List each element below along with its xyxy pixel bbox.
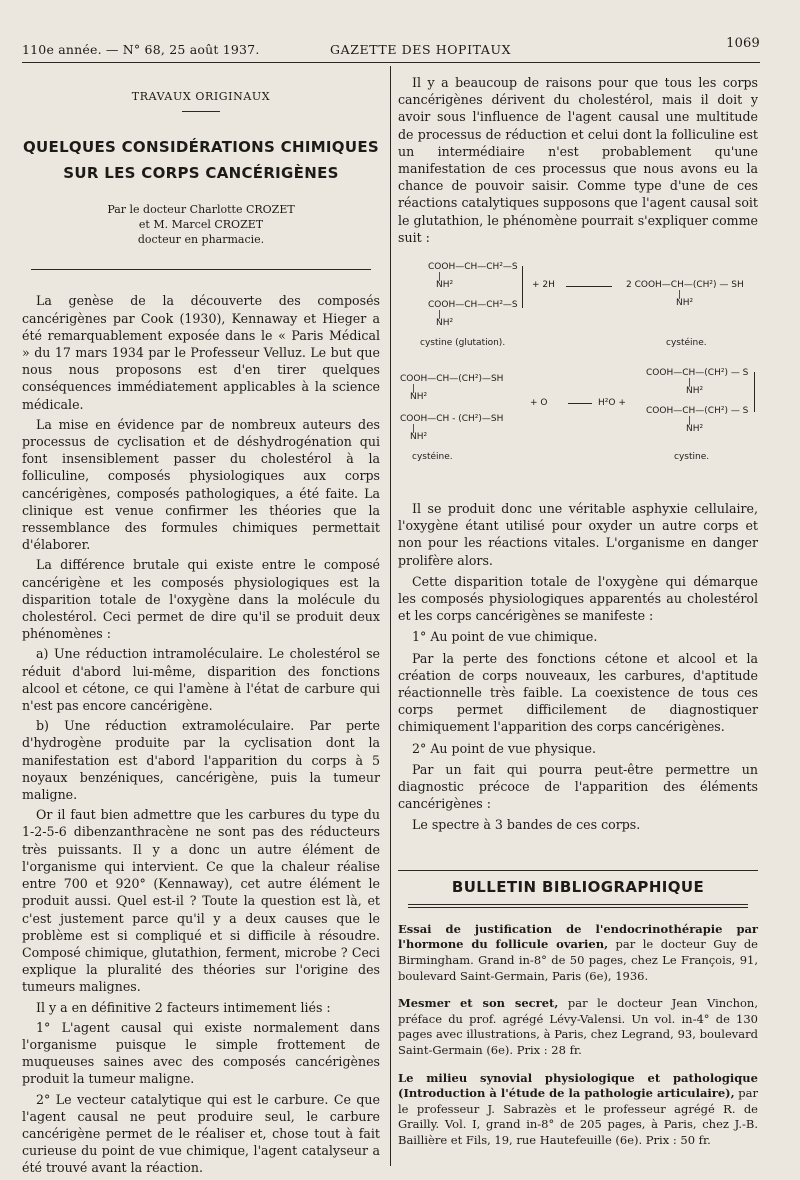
label-cysteine: cystéine. — [412, 452, 453, 463]
paragraph: La mise en évidence par de nombreux auteurs des processus de cyclisation et de déshydrogénation qui font insensiblement passer du cholestérol à la folliculine, composés physiologiques aux corps cancérigènes, composés pathologiques, a été faite. La clinique est venue confirmer les théories que la ressemblance des formules chimiques permettait d'élaborer. — [22, 416, 380, 553]
page-header — [22, 36, 760, 63]
paragraph: b) Une réduction extramoléculaire. Par perte d'hydrogène produite par la cyclisation dont la manifestation est d'abord l'apparition du corps à 5 noyaux benzéniques, cancérigène, puis la tumeur maligne. — [22, 718, 380, 803]
left-body-text — [22, 292, 380, 1176]
formula-nh2: NH² — [410, 392, 428, 403]
paragraph: Il y a en définitive 2 facteurs intimement liés : — [36, 999, 331, 1015]
reaction-water: H²O + — [598, 398, 626, 409]
paragraph: a) Une réduction intramoléculaire. Le cholestérol se réduit d'abord lui-même, disparition des fonctions alcool et cétone, ce qui l'amène à l'état de carbure qui n'est pas encore cancérigène. — [22, 646, 380, 714]
author-secondary-title: docteur en pharmacie. — [137, 233, 265, 247]
formula-nh2: NH² — [686, 386, 704, 397]
article-title-line2: SUR LES CORPS CANCÉRIGÈNES — [63, 164, 339, 183]
issue-info: 110e année. — N° 68, 25 août 1937. — [22, 42, 260, 57]
author-secondary: et M. Marcel CROZET — [138, 218, 264, 232]
entry-details: par le docteur Jean Vinchon, préface du prof. agrégé Lévy-Valensi. Un vol. in-4° de 130 pages avec illustrations, à Paris, chez Legrand, 93, boulevard Saint-Germain (6e). Prix : 28 fr. — [398, 996, 758, 1058]
formula-cysteine-product: 2 COOH—CH—(CH²) — SH — [626, 280, 744, 291]
page-number: 1069 — [726, 36, 760, 51]
reaction-arrow — [566, 286, 612, 287]
paragraph: Le spectre à 3 bandes de ces corps. — [412, 817, 641, 833]
journal-title: GAZETTE DES HOPITAUX — [330, 42, 512, 57]
formula-cystine-upper: COOH—CH—(CH²) — S — [646, 368, 749, 379]
label-cystine-glutation: cystine (glutation). — [420, 338, 506, 349]
bulletin-top-rule — [398, 870, 758, 871]
left-column — [22, 74, 380, 1180]
chemical-equations: COOH—CH—CH²—S | NH² COOH—CH—CH²—S | NH² + 2H 2 COOH—CH—(CH²) — SH | NH² cystine (glutation). cystéine. COOH—CH—(CH²)—SH | NH² COOH—CH - (CH²)—SH | NH² + O H²O + COOH—CH—(CH²) — S | NH² COOH—CH—(CH²) — S | NH² cystéine. cystine. — [398, 256, 758, 494]
section-rule — [182, 111, 220, 112]
paragraph: Il se produit donc une véritable asphyxie cellulaire, l'oxygène étant utilisé pour oxyder un autre corps et non pour les réactions vitales. L'organisme en danger prolifère alors. — [398, 501, 758, 568]
bibliography-entry — [398, 922, 758, 984]
right-column — [398, 74, 758, 1161]
formula-cysteine-upper: COOH—CH—(CH²)—SH — [400, 374, 504, 385]
entry-title: Le milieu synovial physiologique et pathologique (Introduction à l'étude de la pathologie articulaire), — [398, 1070, 758, 1101]
paragraph: Cette disparition totale de l'oxygène qui démarque les composés physiologiques apparentés au cholestérol et les corps cancérigènes se manifeste : — [398, 573, 758, 624]
paragraph: 2° Au point de vue physique. — [412, 740, 596, 756]
bond-line — [754, 372, 755, 412]
reaction-plus-oxygen: + O — [530, 398, 548, 409]
bulletin-double-rule — [408, 904, 748, 908]
entry-details: par le docteur Guy de Birmingham. Grand in-8° de 50 pages, chez Le François, 91, boulevard Saint-Germain, Paris (6e), 1936. — [398, 937, 758, 983]
label-cystine: cystine. — [674, 452, 710, 463]
paragraph: Par un fait qui pourra peut-être permettre un diagnostic précoce de l'apparition des éléments cancérigènes : — [398, 761, 758, 812]
bond-line — [522, 266, 523, 308]
paragraph: 2° Le vecteur catalytique qui est le carbure. Ce que l'agent causal ne peut produire seul, le carbure cancérigène permet de le réaliser et, chose tout à fait curieuse du point de vue chimique, l'agent catalyseur a été trouvé avant la réaction. — [22, 1091, 380, 1176]
formula-cystine-lower: COOH—CH—(CH²) — S — [646, 406, 749, 417]
section-label: TRAVAUX ORIGINAUX — [131, 90, 271, 103]
article-title — [22, 134, 380, 186]
author-primary: Par le docteur Charlotte CROZET — [107, 203, 295, 217]
paragraph: Or il faut bien admettre que les carbures du type du 1-2-5-6 dibenzanthracène ne sont pas des réducteurs très puissants. Il y a donc un autre élément de l'organisme qui intervient. Ce que la chaleur réalise entre 700 et 920° (Kennaway), cet autre élément le produit aussi. Quel est-il ? Toute la question est là, et c'est justement parce qu'il y a deux causes que le problème est si compliqué et si difficile à résoudre. Composé chimique, glutathion, ferment, microbe ? Ceci explique la pluralité des théories sur l'origine des tumeurs malignes. — [22, 807, 380, 995]
formula-cystine-upper: COOH—CH—CH²—S — [428, 262, 518, 273]
bulletin-title: BULLETIN BIBLIOGRAPHIQUE — [451, 877, 705, 896]
bibliography-entry — [398, 1071, 758, 1149]
formula-cystine-lower: COOH—CH—CH²—S — [428, 300, 518, 311]
bibliography-entry — [398, 996, 758, 1058]
formula-nh2: NH² — [436, 318, 454, 329]
reaction-arrow — [568, 403, 592, 404]
paragraph: La genèse de la découverte des composés cancérigènes par Cook (1930), Kennaway et Hieger a été remarquablement exposée dans le « Paris Médical » du 17 mars 1934 par le Professeur Velluz. Le but que nous nous proposons est d'en tirer quelques conséquences immédiatement applicables à la science médicale. — [22, 293, 380, 412]
title-separator — [31, 269, 371, 270]
formula-nh2: NH² — [410, 432, 428, 443]
paragraph: Il y a beaucoup de raisons pour que tous les corps cancérigènes dérivent du cholestérol, mais il doit y avoir sous l'influence de l'agent causal une multitude de processus de réduction et celui dont la folliculine est un intermédiaire n'est probablement qu'une manifestation de ces processus que nous avons eu la chance de pouvoir saisir. Comme type d'une de ces réactions catalytiques supposons que l'agent causal soit le glutathion, le phénomène pourrait s'expliquer comme suit : — [398, 75, 758, 245]
formula-cysteine-lower: COOH—CH - (CH²)—SH — [400, 414, 504, 425]
entry-title: Essai de justification de l'endocrinothérapie par l'hormone du follicule ovarien, — [398, 921, 758, 952]
reaction-plus-hydrogen: + 2H — [532, 280, 555, 291]
paragraph: La différence brutale qui existe entre le composé cancérigène et les composés physiologiques est la disparition totale de l'oxygène dans la molécule du cholestérol. Ceci permet de dire qu'il se produit deux phénomènes : — [22, 557, 380, 642]
author-block — [22, 202, 380, 247]
article-title-line1: QUELQUES CONSIDÉRATIONS CHIMIQUES — [22, 138, 379, 157]
label-cysteine: cystéine. — [666, 338, 707, 349]
formula-nh2: NH² — [676, 298, 694, 309]
paragraph: Par la perte des fonctions cétone et alcool et la création de corps nouveaux, les carbures, d'aptitude réactionnelle très faible. La coexistence de tous ces corps permet difficilement de diagnostiquer chimiquement l'apparition des corps cancérigènes. — [398, 650, 758, 735]
column-divider — [390, 66, 391, 1166]
paragraph: 1° L'agent causal qui existe normalement dans l'organisme puisque le simple frottement de muqueuses saines avec des composés cancérigènes produit la tumeur maligne. — [22, 1019, 380, 1087]
paragraph: 1° Au point de vue chimique. — [412, 629, 598, 645]
formula-nh2: NH² — [436, 280, 454, 291]
formula-nh2: NH² — [686, 424, 704, 435]
entry-details: par le professeur J. Sabrazès et le professeur agrégé R. de Grailly. Vol. I, grand in-8° de 205 pages, à Paris, chez J.-B. Baillière et Fils, 19, rue Hautefeuille (6e). Prix : 50 fr. — [398, 1086, 758, 1148]
entry-title: Mesmer et son secret, — [398, 996, 559, 1011]
